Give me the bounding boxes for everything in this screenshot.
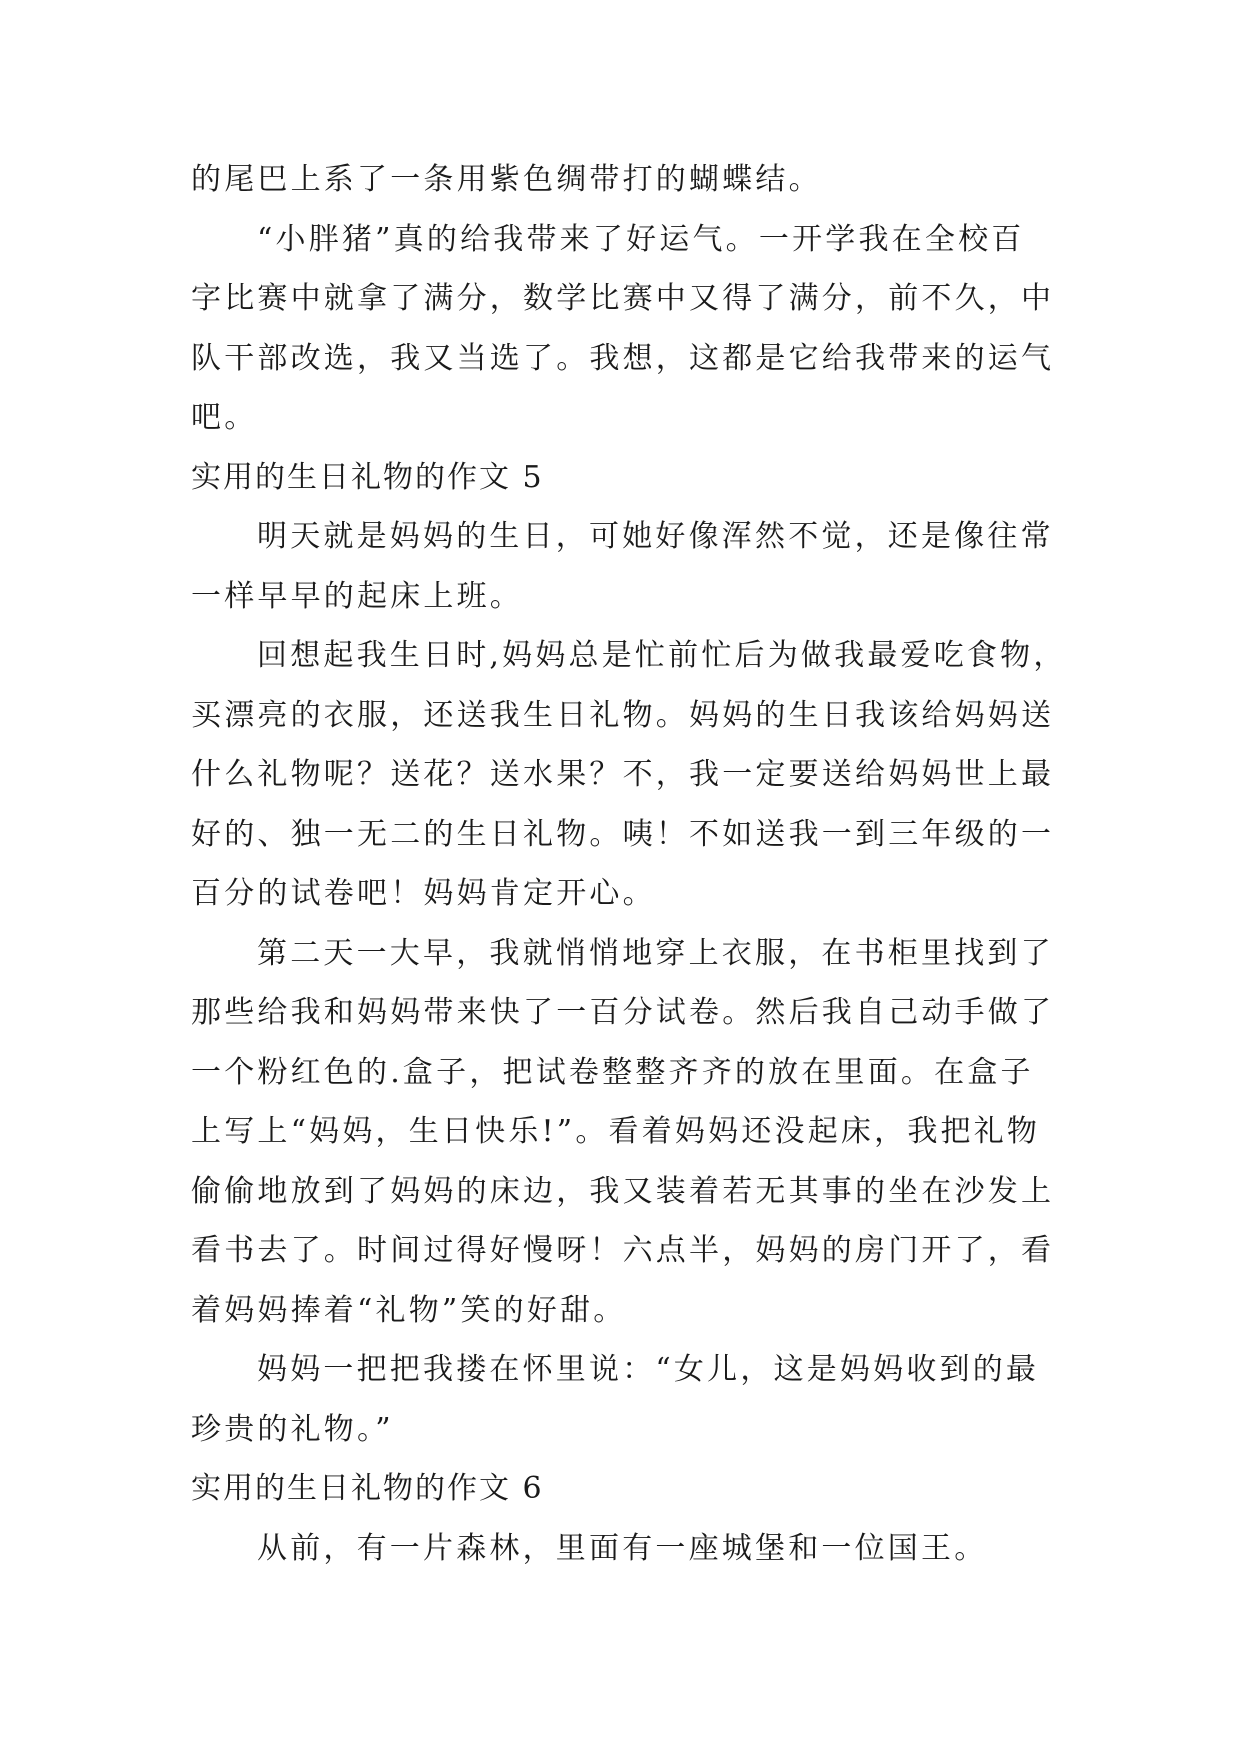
- paragraph-line: 妈妈一把把我搂在怀里说：“女儿，这是妈妈收到的最: [257, 1352, 1040, 1387]
- paragraph-line: 一样早早的起床上班。: [191, 578, 523, 614]
- paragraph-line: 买漂亮的衣服，还送我生日礼物。妈妈的生日我该给妈妈送: [191, 697, 1055, 733]
- paragraph-line: 从前，有一片森林，里面有一座城堡和一位国王。: [257, 1530, 988, 1566]
- paragraph-line: 什么礼物呢？送花？送水果？不，我一定要送给妈妈世上最: [191, 757, 1055, 792]
- paragraph-line: 看书去了。时间过得好慢呀！六点半，妈妈的房门开了，看: [191, 1233, 1055, 1268]
- section-heading: 实用的生日礼物的作文 5: [191, 459, 544, 495]
- paragraph-line: 一个粉红色的.盒子，把试卷整整齐齐的放在里面。在盒子: [191, 1054, 1034, 1090]
- paragraph-line: 那些给我和妈妈带来快了一百分试卷。然后我自己动手做了: [191, 995, 1055, 1030]
- paragraph-line: 着妈妈捧着“礼物”笑的好甜。: [191, 1292, 627, 1328]
- paragraph-line: 偷偷地放到了妈妈的床边，我又装着若无其事的坐在沙发上: [191, 1173, 1055, 1209]
- paragraph-line: 吧。: [191, 400, 258, 435]
- paragraph-line: 第二天一大早，我就悄悄地穿上衣服，在书柜里找到了: [257, 935, 1054, 971]
- paragraph-line: 队干部改选，我又当选了。我想，这都是它给我带来的运气: [191, 340, 1055, 376]
- section-heading: 实用的生日礼物的作文 6: [191, 1471, 544, 1506]
- paragraph-line: “小胖猪”真的给我带来了好运气。一开学我在全校百: [257, 221, 1025, 257]
- paragraph-line: 好的、独一无二的生日礼物。咦！不如送我一到三年级的一: [191, 816, 1055, 852]
- paragraph-line: 字比赛中就拿了满分，数学比赛中又得了满分，前不久，中: [191, 281, 1055, 316]
- paragraph-line: 上写上“妈妈，生日快乐!”。看着妈妈还没起床，我把礼物: [191, 1114, 1041, 1149]
- paragraph-line: 的尾巴上系了一条用紫色绸带打的蝴蝶结。: [191, 162, 822, 197]
- paragraph-line: 百分的试卷吧！妈妈肯定开心。: [191, 876, 656, 911]
- paragraph-line: 明天就是妈妈的生日，可她好像浑然不觉，还是像往常: [257, 519, 1054, 554]
- paragraph-line: 珍贵的礼物。”: [191, 1411, 394, 1447]
- document-body: [191, 150, 1067, 1578]
- paragraph-line: 回想起我生日时,妈妈总是忙前忙后为做我最爱吃食物，: [257, 638, 1067, 673]
